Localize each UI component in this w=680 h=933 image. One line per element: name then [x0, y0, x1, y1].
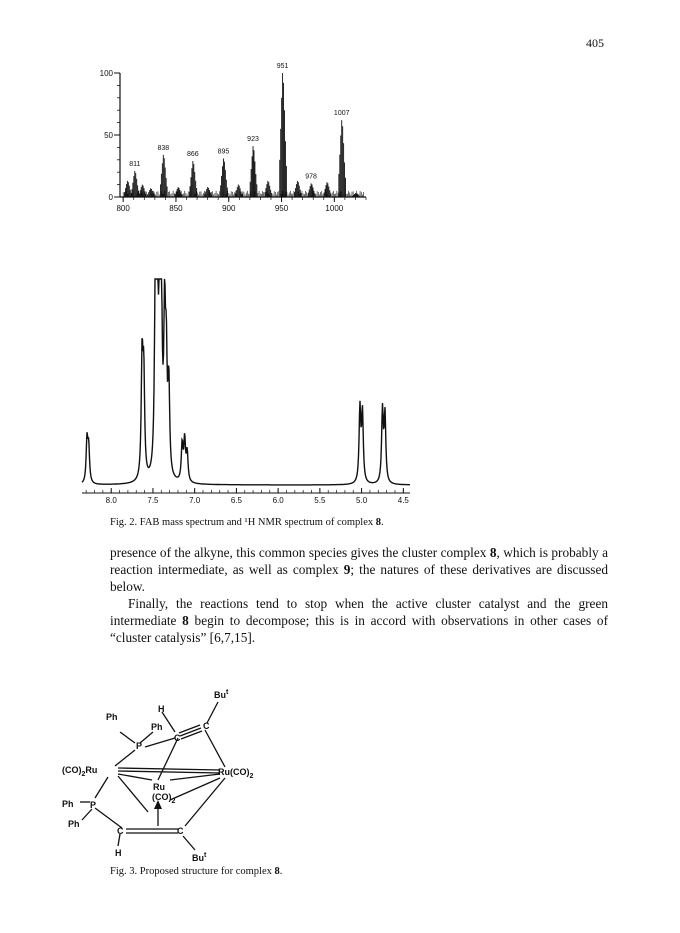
bond-ph-p-bottom-2 — [82, 809, 92, 820]
nmr-tick-label: 6.5 — [230, 496, 242, 505]
bond-ru-ru-mid-2 — [170, 774, 220, 780]
ms-peak-label: 895 — [217, 148, 230, 156]
ms-x-tick-label: 850 — [169, 204, 183, 213]
bond-ru-right-c-left — [170, 778, 220, 800]
ru-mid-label: Ru — [153, 782, 165, 792]
h-bottom-label: H — [115, 848, 122, 858]
p2-c: begin to decompose; this is in accord with observations in other cases of “cluster catalysis” [6,7,15]. — [110, 613, 609, 645]
figure-2-label: Fig. 2. — [110, 517, 138, 528]
nmr-tick-label: 7.0 — [189, 496, 201, 505]
figure-2-end: . — [380, 517, 384, 528]
ms-peak-label: 978 — [305, 173, 317, 181]
ms-peak-label: 951 — [276, 63, 289, 70]
figure-3-label: Fig. 3. — [110, 866, 138, 877]
bond-p-c-bottom — [95, 808, 122, 828]
nmr-trace — [82, 279, 410, 485]
figure-3-caption — [110, 866, 282, 877]
nmr-tick-label: 7.5 — [147, 496, 159, 505]
ph4-label: Ph — [68, 819, 80, 829]
figure-2-bold: 8 — [375, 517, 381, 528]
figure-3-bold: 8 — [274, 866, 280, 877]
nmr-spectrum — [70, 265, 420, 515]
ph2-label: Ph — [151, 722, 163, 732]
ph3-label: Ph — [62, 799, 74, 809]
but-top-label: Bu$^t$ — [214, 689, 229, 700]
paragraph-1 — [110, 544, 608, 595]
bond-ru-p-bottom — [95, 777, 108, 798]
p2-b: 8 — [182, 613, 189, 628]
ph1-label: Ph — [106, 712, 118, 722]
bond-ru-ru-1 — [118, 768, 220, 770]
ru-right-label: $Ru(CO)_2$ — [218, 767, 254, 780]
but-bottom-label: Bu$^t$ — [192, 852, 207, 863]
p1-b2: 9 — [343, 562, 351, 577]
ms-x-tick-label: 900 — [222, 204, 236, 213]
bond-c-ru-right — [205, 730, 225, 767]
nmr-tick-label: 5.0 — [356, 496, 368, 505]
bond-ru-ru-2 — [118, 771, 220, 773]
ms-peak-label: 811 — [129, 160, 141, 168]
p1-a: presence of the alkyne, this common species gives the cluster complex — [110, 545, 490, 560]
nmr-tick-label: 4.5 — [397, 496, 409, 505]
bond-c-ru-mid — [158, 738, 178, 780]
ms-y-tick-label: 100 — [100, 69, 113, 78]
nmr-tick-label: 5.5 — [314, 496, 326, 505]
paragraph-2 — [110, 595, 608, 646]
ms-peak-label: 838 — [157, 144, 170, 152]
ms-peak-label: 923 — [247, 136, 259, 144]
p1-b1: 8 — [489, 545, 497, 560]
h-top-label: H — [158, 704, 165, 714]
bond-h-c — [162, 712, 175, 732]
body-text — [110, 544, 608, 646]
figure-2-caption — [110, 517, 384, 528]
ms-y-tick-label: 0 — [108, 193, 113, 202]
bond-c-but-bottom — [183, 836, 195, 850]
bond-p-ru — [115, 750, 135, 766]
figure-3-text: Proposed structure for complex — [139, 866, 275, 877]
ms-x-tick-label: 1000 — [325, 204, 344, 213]
ms-peak-label: 1007 — [333, 110, 350, 118]
nmr-tick-label: 8.0 — [105, 496, 117, 505]
nmr-tick-label: 6.0 — [272, 496, 284, 505]
p1-d: ; the natures of these derivatives are discussed below. — [110, 562, 609, 594]
page-number: 405 — [586, 36, 604, 50]
figure-2-text: FAB mass spectrum and ¹H NMR spectrum of complex — [139, 517, 376, 528]
ms-y-tick-label: 50 — [104, 131, 113, 140]
fab-mass-spectrum — [100, 55, 370, 220]
c2-label: C — [203, 721, 210, 731]
c3-label: C — [117, 826, 124, 836]
structure-diagram — [60, 680, 320, 875]
bond-ru-ru-mid — [118, 774, 152, 780]
p2-a: Finally, the reactions tend to stop when the active cluster catalyst and the green intermediate — [110, 596, 608, 628]
bond-p-c — [145, 738, 175, 747]
c4-label: C — [177, 826, 184, 836]
p1-c: , which is probably a reaction intermediate, as well as complex — [110, 545, 608, 577]
p-bottom-label: P — [90, 800, 97, 810]
figure-3-end: . — [279, 866, 283, 877]
bond-ru-c-left — [118, 776, 148, 812]
c1-label: C — [174, 733, 181, 743]
p-top-label: P — [136, 741, 143, 751]
bond-ph-p2 — [120, 732, 135, 743]
co2-mid-label: $(CO)_2$ — [152, 792, 176, 805]
co2ru-left-label: $(CO)_2Ru$ — [62, 765, 98, 778]
bond-c-but — [207, 702, 218, 723]
ms-peak-label: 866 — [187, 151, 199, 159]
ms-x-tick-label: 800 — [116, 204, 130, 213]
ms-x-tick-label: 950 — [274, 204, 289, 213]
